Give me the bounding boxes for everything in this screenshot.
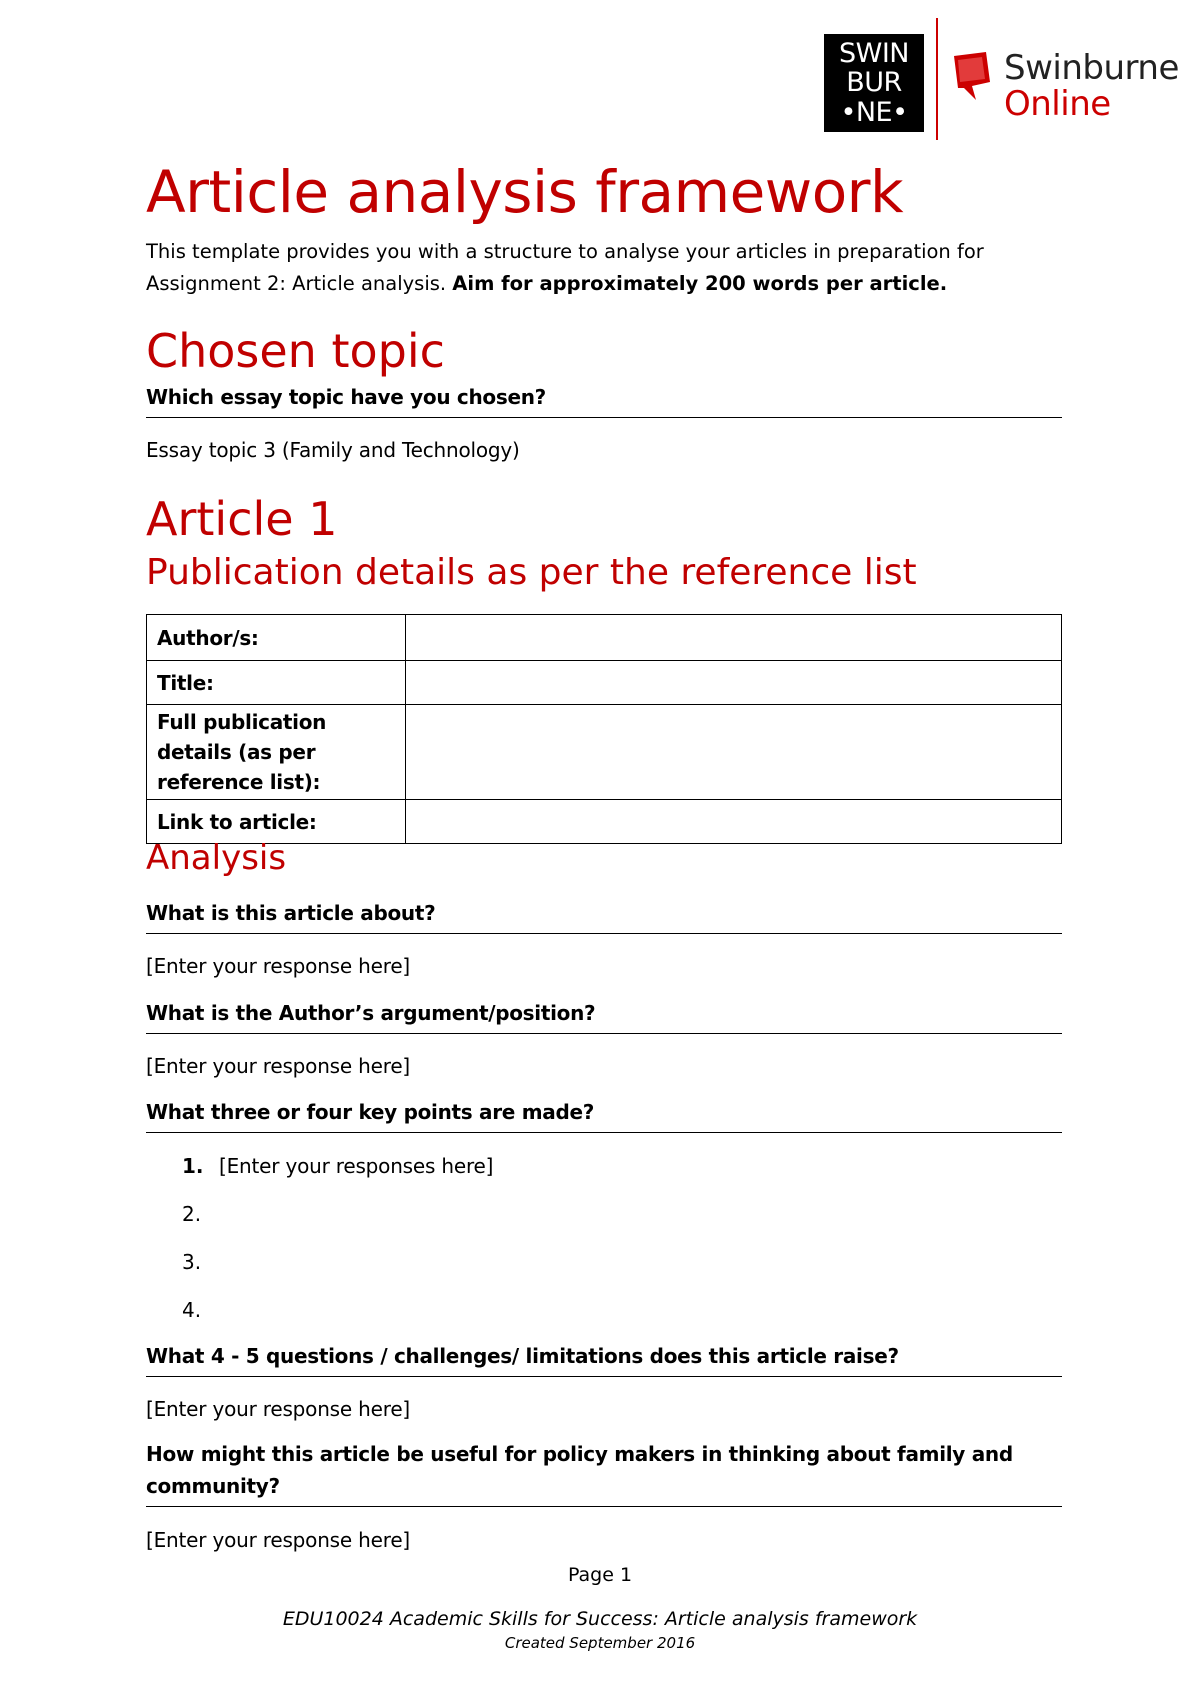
table-label-title: Title:	[147, 661, 406, 705]
chosen-topic-heading: Chosen topic	[146, 324, 445, 378]
table-label-author: Author/s:	[147, 615, 406, 661]
question-about: What is this article about?	[146, 897, 1062, 934]
list-item-text[interactable]: [Enter your responses here]	[219, 1154, 494, 1178]
logo-line-1: SWIN	[839, 38, 909, 70]
chosen-topic-question: Which essay topic have you chosen?	[146, 381, 1062, 418]
table-row	[147, 800, 1062, 844]
intro-paragraph	[146, 236, 1046, 300]
article-subheading: Publication details as per the reference list	[146, 552, 917, 593]
logo-line-3: •NE•	[840, 96, 908, 128]
table-row	[147, 615, 1062, 661]
page-number: Page 1	[567, 1564, 633, 1586]
logo-word-swinburne: Swinburne	[1004, 48, 1179, 88]
footer-course: EDU10024 Academic Skills for Success: Article analysis framework	[282, 1608, 918, 1630]
publication-details-table	[146, 614, 1062, 844]
footer-created: Created September 2016	[504, 1634, 696, 1652]
table-row	[147, 661, 1062, 705]
answer-policy[interactable]: [Enter your response here]	[146, 1528, 411, 1552]
chosen-topic-answer[interactable]: Essay topic 3 (Family and Technology)	[146, 438, 520, 462]
list-number: 2.	[182, 1202, 202, 1226]
table-value-full-details[interactable]	[406, 705, 1062, 800]
article-heading: Article 1	[146, 492, 338, 546]
intro-bold: Aim for approximately 200 words per article.	[452, 272, 948, 295]
logo-divider	[936, 18, 938, 140]
analysis-heading: Analysis	[146, 838, 287, 878]
list-number: 1.	[182, 1154, 204, 1178]
table-row	[147, 705, 1062, 800]
answer-limitations[interactable]: [Enter your response here]	[146, 1397, 411, 1421]
table-value-author[interactable]	[406, 615, 1062, 661]
table-value-title[interactable]	[406, 661, 1062, 705]
speech-bubble-icon	[950, 46, 996, 102]
question-key-points: What three or four key points are made?	[146, 1096, 1062, 1133]
table-value-link[interactable]	[406, 800, 1062, 844]
answer-argument[interactable]: [Enter your response here]	[146, 1054, 411, 1078]
question-policy: How might this article be useful for policy makers in thinking about family and community?	[146, 1438, 1062, 1507]
question-limitations: What 4 - 5 questions / challenges/ limitations does this article raise?	[146, 1340, 1062, 1377]
list-number: 4.	[182, 1298, 202, 1322]
logo-word-online: Online	[1004, 84, 1111, 124]
question-argument: What is the Author’s argument/position?	[146, 997, 1062, 1034]
list-number: 3.	[182, 1250, 202, 1274]
page-title: Article analysis framework	[146, 158, 904, 226]
logo-line-2: BUR	[846, 67, 902, 99]
intro-text: This template provides you with a structure to analyse your articles in preparation for Assignment 2: Article analysis.	[146, 240, 984, 295]
answer-about[interactable]: [Enter your response here]	[146, 954, 411, 978]
swinburne-logo	[824, 34, 924, 132]
table-label-full-details: Full publication details (as per reference list):	[147, 705, 406, 800]
table-label-link: Link to article:	[147, 800, 406, 844]
